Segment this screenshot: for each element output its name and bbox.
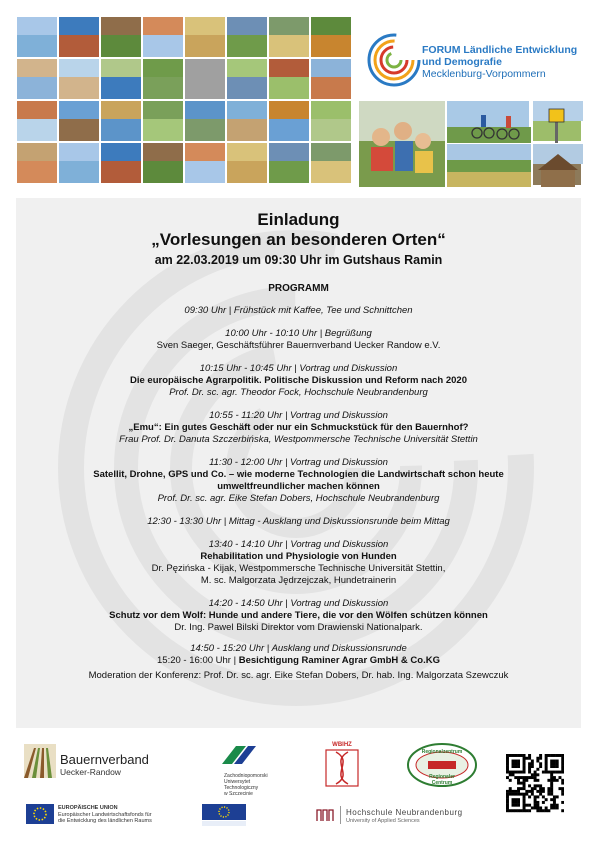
bauernverband-name: Bauernverband — [60, 752, 149, 767]
footer-logos — [16, 742, 581, 832]
zut-line4: w Szczecinie — [224, 791, 253, 797]
family-illustration — [359, 101, 445, 187]
program-item-bold: „Emu“: Ein gutes Geschäft oder nur ein Schmuckstück für den Bauernhof? — [128, 422, 469, 433]
zut-line2: Uniwersytet — [224, 779, 251, 785]
program-item-italic: 10:00 Uhr - 10:10 Uhr | Begrüßung — [225, 328, 372, 339]
program-item — [16, 539, 581, 587]
photo-tile — [100, 16, 142, 58]
qr-code[interactable] — [506, 754, 564, 823]
eu-interreg-logo — [202, 804, 246, 831]
bauernverband-region: Uecker-Randow — [60, 767, 121, 777]
hsnb-divider — [340, 806, 341, 824]
field-furrow-icon — [24, 744, 56, 778]
photo-tile — [268, 100, 310, 142]
program-item-italic: 09:30 Uhr | Frühstück mit Kaffee, Tee und Schnittchen — [184, 305, 413, 316]
invitation-title: Einladung — [257, 210, 340, 229]
invitation-content — [16, 198, 581, 682]
forum-logo-line1: FORUM Ländliche Entwicklung — [422, 44, 578, 56]
program-item-italic: 11:30 - 12:00 Uhr | Vortrag und Diskussion — [209, 457, 388, 468]
photo-roadsign — [532, 100, 582, 142]
program-item — [16, 457, 581, 505]
program-item — [16, 516, 581, 528]
photo-tile — [184, 142, 226, 184]
roadsign-illustration — [533, 101, 583, 143]
program-list — [16, 305, 581, 634]
photo-tile — [58, 142, 100, 184]
photo-tile — [100, 142, 142, 184]
hsnb-logo — [316, 808, 463, 827]
forum-logo-line3: Mecklenburg-Vorpommern — [422, 68, 546, 80]
program-item-italic: 12:30 - 13:30 Uhr | Mittag - Ausklang und Diskussionsrunde beim Mittag — [147, 516, 450, 527]
photo-tile — [142, 100, 184, 142]
eu-line2: Europäischer Landwirtschaftsfonds für — [58, 811, 152, 818]
program-item-bold: Satellit, Drohne, GPS und Co. – wie moderne Technologien die Landwirtschaft schon heute — [93, 469, 504, 480]
photo-cyclists — [446, 100, 530, 142]
photo-tile — [16, 142, 58, 184]
photo-tile — [142, 58, 184, 100]
zut-text — [224, 773, 286, 797]
regional-top-text: Regionalzentrum — [421, 749, 463, 755]
zut-line1: Zachodniopomorski — [224, 773, 268, 779]
program-item — [16, 363, 581, 399]
photo-tile — [58, 100, 100, 142]
eu-interreg-flag-icon — [202, 804, 246, 826]
eu-flag-icon — [26, 804, 54, 824]
forum-logo — [366, 22, 586, 102]
photo-tile — [226, 58, 268, 100]
photo-tile — [100, 58, 142, 100]
program-item-bold2: umweltfreundlicher machen können — [217, 481, 380, 492]
photo-tile — [100, 100, 142, 142]
photo-tile — [16, 16, 58, 58]
program-item — [16, 305, 581, 317]
program-item-italic2: Prof. Dr. sc. agr. Eike Stefan Dobers, Hochschule Neubrandenburg — [157, 493, 440, 504]
photo-tile — [226, 100, 268, 142]
program-item-italic: 14:20 - 14:50 Uhr | Vortrag und Diskussion — [208, 598, 389, 609]
program-item-italic2: Frau Prof. Dr. Danuta Szczerbińska, Westpommersche Technische Universität Stettin — [119, 434, 478, 445]
program-item-bold: Die europäische Agrarpolitik. Politische Diskussion und Reform nach 2020 — [130, 375, 467, 386]
photo-tile — [58, 16, 100, 58]
eu-line3: die Entwicklung des ländlichen Raums — [58, 818, 152, 824]
photo-collage — [16, 16, 356, 186]
photo-tile — [268, 142, 310, 184]
closing-time: 15:20 - 16:00 Uhr | — [157, 655, 239, 666]
program-item-bold: Schutz vor dem Wolf: Hunde und andere Tiere, die vor den Wölfen schützen können — [109, 610, 488, 621]
photo-tile — [184, 100, 226, 142]
photo-tile — [226, 16, 268, 58]
photo-tile — [142, 16, 184, 58]
closing-line-2 — [16, 655, 581, 667]
regional-bottom-text: Regionaler Centrum — [429, 774, 455, 786]
forum-spiral-icon — [366, 30, 422, 92]
dna-icon — [324, 748, 360, 788]
photo-tile — [16, 58, 58, 100]
program-item-plain: Dr. Pęzińska - Kijak, Westpommersche Technische Universität Stettin, — [151, 563, 446, 574]
photo-tile — [184, 16, 226, 58]
photo-tile — [184, 58, 226, 100]
photo-tile — [268, 58, 310, 100]
photo-tile — [310, 58, 352, 100]
program-item-plain: Sven Saeger, Geschäftsführer Bauernverband Uecker Randow e.V. — [156, 340, 441, 351]
forum-logo-text — [422, 44, 577, 80]
moderation-line: Moderation der Konferenz: Prof. Dr. sc. agr. Eike Stefan Dobers, Dr. hab. Ing. Malgorzata Szewczuk — [88, 670, 509, 681]
program-item — [16, 410, 581, 446]
cyclists-illustration — [447, 101, 531, 143]
program-closing — [16, 643, 581, 682]
zut-logo — [216, 742, 286, 797]
wbihz-label: WBIHZ — [332, 742, 352, 748]
program-item-italic: 10:15 Uhr - 10:45 Uhr | Vortrag und Diskussion — [199, 363, 398, 374]
wbihz-logo — [322, 742, 362, 793]
photo-tile — [142, 142, 184, 184]
bauernverband-logo — [24, 744, 149, 783]
qr-code-icon — [506, 754, 564, 818]
photo-fields — [446, 143, 530, 186]
program-item — [16, 598, 581, 634]
photo-tile — [310, 142, 352, 184]
invitation-panel — [16, 198, 581, 728]
invitation-date-line: am 22.03.2019 um 09:30 Uhr im Gutshaus Ramin — [154, 253, 443, 267]
program-item-plain2: M. sc. Malgorzata Jędrzejczak, Hundetrainerin — [200, 575, 397, 586]
photo-tile — [226, 142, 268, 184]
hsnb-sub: University of Applied Sciences — [346, 818, 420, 824]
forum-logo-line2: und Demografie — [422, 56, 502, 68]
eu-text — [58, 805, 208, 825]
invitation-subtitle: „Vorlesungen an besonderen Orten“ — [151, 230, 446, 249]
program-item-plain: Dr. Ing. Pawel Bilski Direktor vom Drawienski Nationalpark. — [174, 622, 423, 633]
hsnb-emblem-icon — [316, 808, 334, 822]
program-item-italic: 10:55 - 11:20 Uhr | Vortrag und Diskussion — [209, 410, 388, 421]
closing-visit: Besichtigung Raminer Agrar GmbH & Co.KG — [238, 655, 440, 666]
photo-tile — [16, 100, 58, 142]
photo-tile — [268, 16, 310, 58]
pavilion-illustration — [533, 144, 583, 187]
program-item-italic: 13:40 - 14:10 Uhr | Vortrag und Diskussion — [208, 539, 389, 550]
closing-line-1: 14:50 - 15:20 Uhr | Ausklang und Diskussionsrunde — [190, 643, 407, 654]
photo-pavilion — [532, 143, 582, 186]
eu-line1: EUROPÄISCHE UNION — [58, 805, 118, 811]
program-item-bold: Rehabilitation und Physiologie von Hunden — [200, 551, 397, 562]
zut-emblem-icon — [216, 742, 256, 768]
hsnb-name: Hochschule Neubrandenburg — [346, 808, 463, 817]
photo-tile — [310, 16, 352, 58]
program-item-italic2: Prof. Dr. sc. agr. Theodor Fock, Hochschule Neubrandenburg — [169, 387, 428, 398]
photo-tile — [310, 100, 352, 142]
photo-family — [358, 100, 444, 186]
zut-line3: Technologiczny — [224, 785, 259, 791]
program-item — [16, 328, 581, 352]
photo-tile — [58, 58, 100, 100]
regionalzentrum-logo — [406, 742, 478, 793]
eu-logo — [26, 804, 152, 829]
program-heading: PROGRAMM — [268, 283, 329, 294]
fields-illustration — [447, 144, 531, 187]
